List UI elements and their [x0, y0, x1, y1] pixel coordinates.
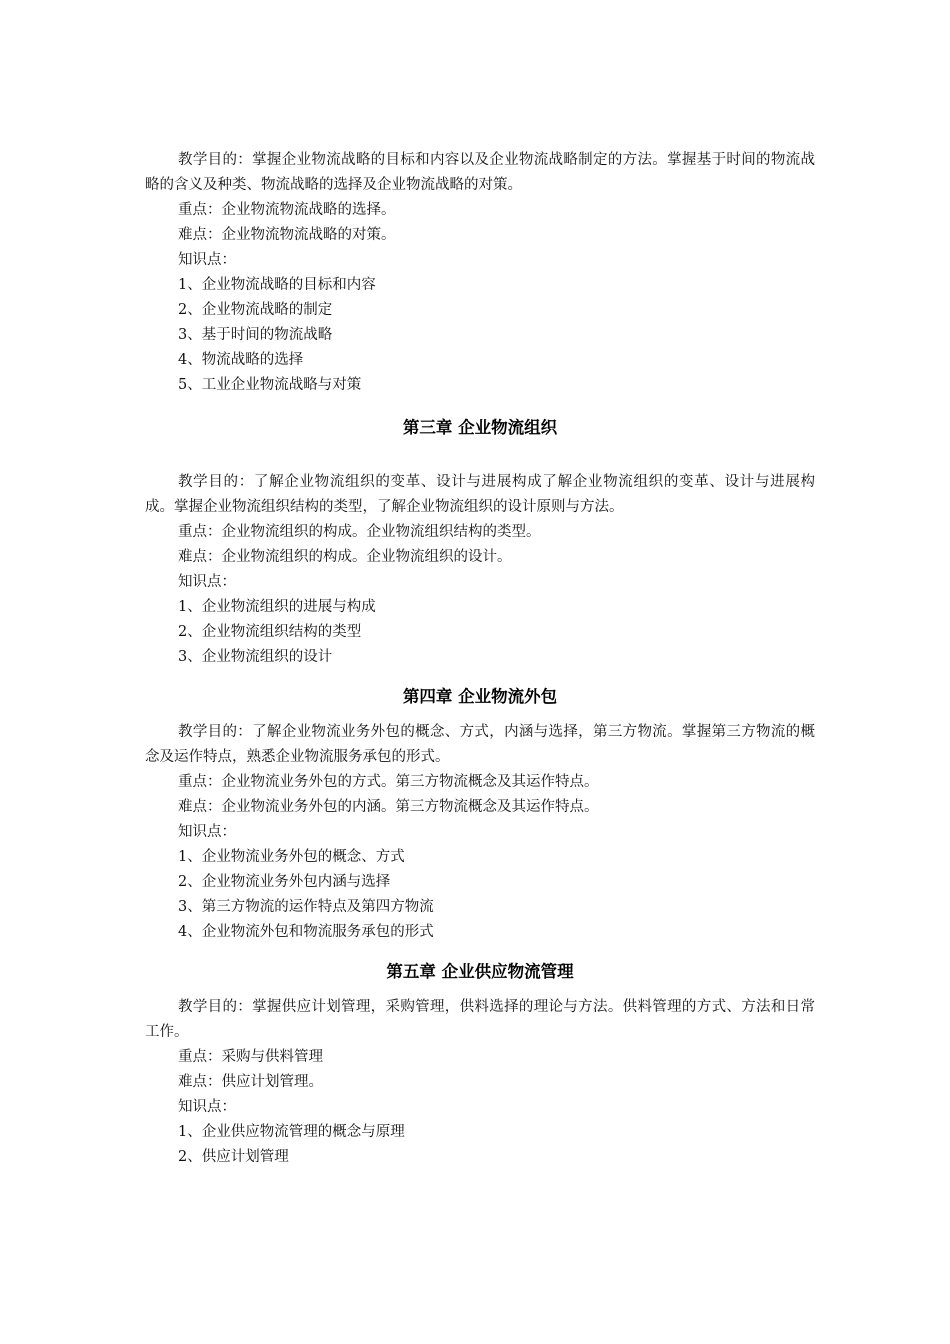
chapter-title: 第四章 企业物流外包: [402, 687, 558, 706]
document-page: [145, 148, 815, 1170]
knowledge-item: 2、企业物流业务外包内涵与选择: [178, 874, 391, 890]
knowledge-item: 1、企业物流战略的目标和内容: [178, 277, 376, 293]
key-point-text: 重点：采购与供料管理: [178, 1049, 323, 1065]
key-point-text: 重点：企业物流组织的构成。企业物流组织结构的类型。: [178, 524, 541, 540]
chapter-title: 第五章 企业供应物流管理: [386, 962, 574, 981]
knowledge-label: 知识点：: [178, 1099, 236, 1115]
knowledge-label: 知识点：: [178, 824, 236, 840]
knowledge-item: 5、工业企业物流战略与对策: [178, 377, 362, 393]
knowledge-item: 2、供应计划管理: [178, 1149, 289, 1165]
objective-text: 教学目的：了解企业物流业务外包的概念、方式，内涵与选择，第三方物流。掌握第三方物流的概念及运作特点，熟悉企业物流服务承包的形式。: [145, 724, 815, 765]
knowledge-item: 3、基于时间的物流战略: [178, 327, 333, 343]
knowledge-item: 1、企业物流组织的进展与构成: [178, 599, 376, 615]
difficulty-text: 难点：供应计划管理。: [178, 1074, 323, 1090]
chapter-5: [145, 959, 815, 1170]
knowledge-item: 1、企业物流业务外包的概念、方式: [178, 849, 405, 865]
knowledge-item: 4、企业物流外包和物流服务承包的形式: [178, 924, 434, 940]
knowledge-item: 2、企业物流组织结构的类型: [178, 624, 362, 640]
difficulty-text: 难点：企业物流组织的构成。企业物流组织的设计。: [178, 549, 512, 565]
objective-text: 教学目的：了解企业物流组织的变革、设计与进展构成了解企业物流组织的变革、设计与进展构成。掌握企业物流组织结构的类型，了解企业物流组织的设计原则与方法。: [145, 474, 815, 515]
difficulty-text: 难点：企业物流业务外包的内涵。第三方物流概念及其运作特点。: [178, 799, 599, 815]
objective-text: 教学目的：掌握企业物流战略的目标和内容以及企业物流战略制定的方法。掌握基于时间的物流战略的含义及种类、物流战略的选择及企业物流战略的对策。: [145, 152, 815, 193]
knowledge-label: 知识点：: [178, 252, 236, 268]
chapter-title: 第三章 企业物流组织: [402, 418, 558, 437]
key-point-text: 重点：企业物流物流战略的选择。: [178, 202, 396, 218]
knowledge-item: 3、企业物流组织的设计: [178, 649, 333, 665]
knowledge-item: 1、企业供应物流管理的概念与原理: [178, 1124, 405, 1140]
knowledge-item: 2、企业物流战略的制定: [178, 302, 333, 318]
objective-text: 教学目的：掌握供应计划管理，采购管理，供料选择的理论与方法。供料管理的方式、方法和日常工作。: [145, 999, 815, 1040]
chapter-4: [145, 684, 815, 945]
section-intro: [145, 148, 815, 398]
key-point-text: 重点：企业物流业务外包的方式。第三方物流概念及其运作特点。: [178, 774, 599, 790]
difficulty-text: 难点：企业物流物流战略的对策。: [178, 227, 396, 243]
knowledge-item: 3、第三方物流的运作特点及第四方物流: [178, 899, 434, 915]
knowledge-label: 知识点：: [178, 574, 236, 590]
knowledge-item: 4、物流战略的选择: [178, 352, 304, 368]
chapter-3: [145, 415, 815, 670]
